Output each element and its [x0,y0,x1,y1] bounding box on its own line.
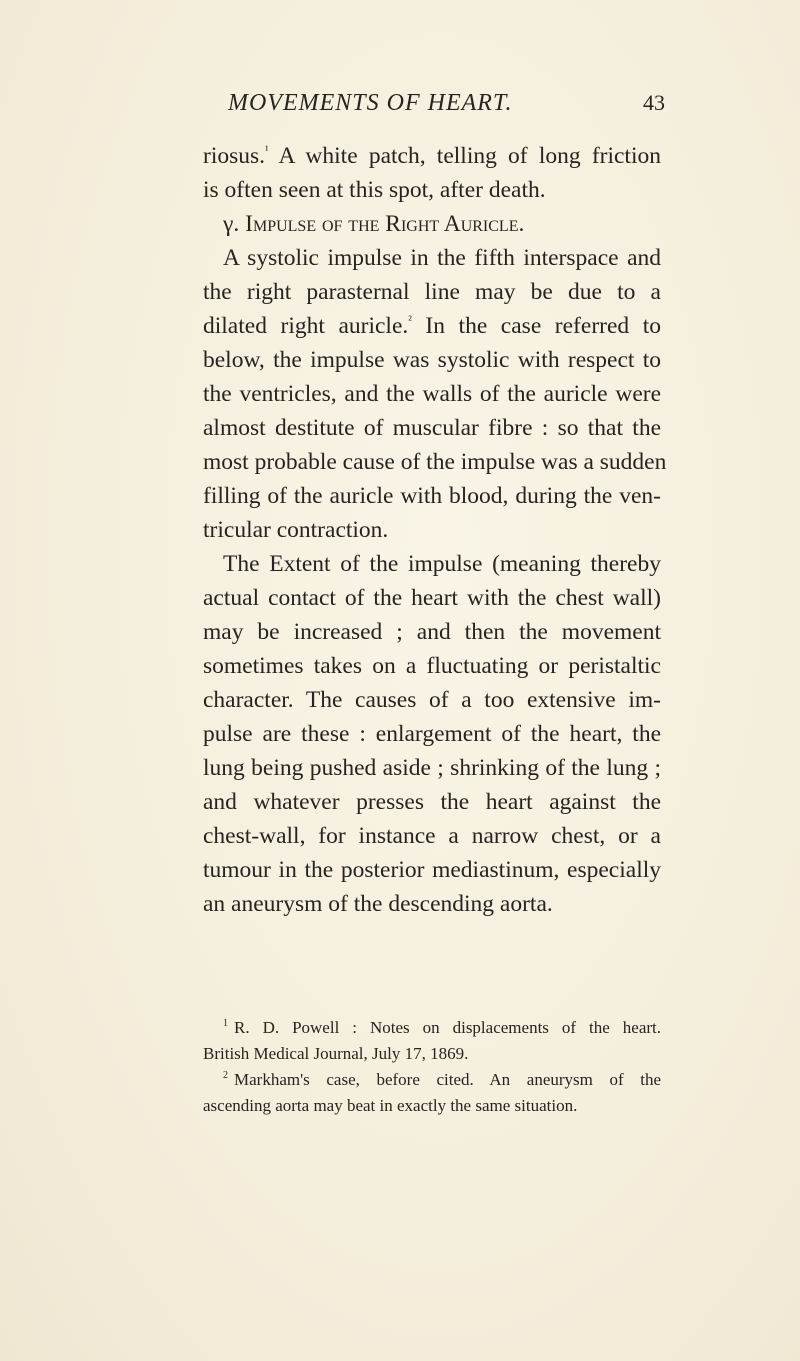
page-header [0,90,800,120]
text-line: most probable cause of the impulse was a sudden [203,449,667,475]
section-label: γ. [223,211,240,237]
footnote-ref: ¹ [265,143,269,157]
text-line: chest-wall, for instance a narrow chest, or a [203,823,661,849]
text-line: is often seen at this spot, after death. [203,177,546,203]
section-title: Impulse of the Right Auricle. [245,211,525,237]
footnote-1-continued: British Medical Journal, July 17, 1869. [203,1044,469,1063]
text-line: and whatever presses the heart against the [203,789,661,815]
body-text [203,139,667,921]
text-line: may be increased ; and then the movement [203,619,661,645]
text-line: A systolic impulse in the fifth interspace and [223,245,661,271]
running-title: MOVEMENTS OF HEART. [228,90,513,116]
text-line: below, the impulse was systolic with respect to [203,347,661,373]
text-line: character. The causes of a too extensive im- [203,687,661,713]
text-line: the ventricles, and the walls of the auricle were [203,381,661,407]
page-number: 43 [643,90,665,115]
text-line: the right parasternal line may be due to a [203,279,661,305]
text-line: dilated right auricle.$^{^2}$ In the case referred to [203,313,661,339]
text-line: sometimes takes on a fluctuating or peristaltic [203,653,661,679]
footnote-2-continued: ascending aorta may beat in exactly the same situation. [203,1096,578,1115]
text-line: lung being pushed aside ; shrinking of the lung ; [203,755,661,781]
text-line: almost destitute of muscular fibre : so that the [203,415,661,441]
section-heading [203,207,661,241]
text-line: riosus.$^{^1}$ A white patch, telling of long friction [203,143,661,169]
footnote-marker: 2 [223,1070,228,1081]
text-line: an aneurysm of the descending aorta. [203,891,553,917]
text-line: filling of the auricle with blood, during the ven- [203,483,661,509]
footnotes [203,1015,661,1119]
text-line: The Extent of the impulse (meaning thereby [223,551,661,577]
footnote-ref: ² [408,313,412,327]
footnote-1: $^1$ R. D. Powell : Notes on displacements of the heart. [223,1018,661,1037]
text-line: actual contact of the heart with the chest wall) [203,585,661,611]
text-line: tumour in the posterior mediastinum, especially [203,857,661,883]
footnote-marker: 1 [223,1018,228,1029]
text-line: tricular contraction. [203,517,389,543]
text-line: pulse are these : enlargement of the heart, the [203,721,661,747]
footnote-2: $^2$ Markham's case, before cited. An aneurysm of the [223,1070,661,1089]
